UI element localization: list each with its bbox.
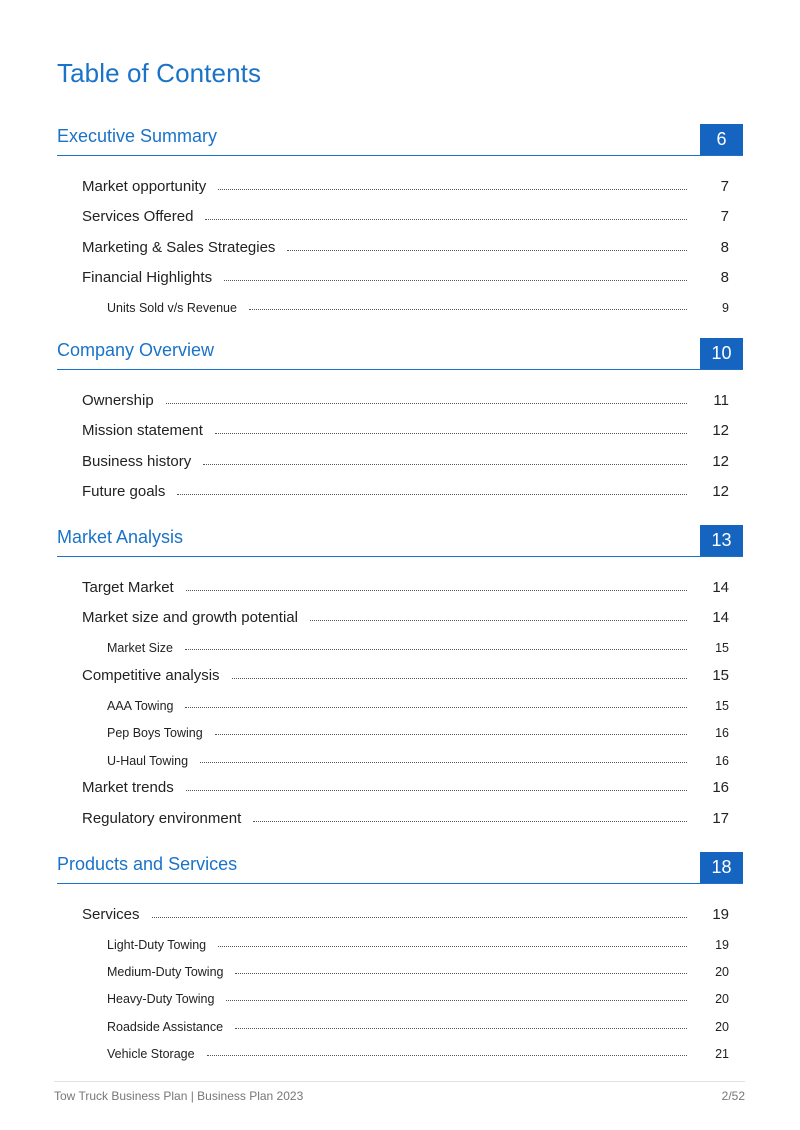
toc-entry[interactable] — [57, 570, 743, 601]
dot-leader — [185, 707, 687, 708]
toc-entry-label[interactable]: Pep Boys Towing — [107, 726, 203, 741]
toc-entry-page-number: 16 — [715, 753, 729, 768]
toc-entry-page-number: 14 — [712, 609, 729, 626]
toc-section-page-badge: 18 — [700, 852, 743, 883]
dot-leader — [249, 309, 687, 310]
dot-leader — [203, 464, 687, 465]
toc-entry-page-number: 7 — [720, 177, 729, 195]
toc-entry[interactable] — [57, 169, 743, 200]
toc-subentry[interactable] — [57, 743, 743, 770]
dot-leader — [215, 433, 687, 434]
toc-entry[interactable] — [57, 414, 743, 445]
toc-entry-page-number: 8 — [720, 269, 729, 286]
toc-entry-label[interactable]: Units Sold v/s Revenue — [107, 301, 237, 316]
toc-entry-label[interactable]: Services Offered — [82, 208, 194, 225]
toc-entry-page-number: 11 — [713, 391, 729, 409]
toc-subentry[interactable] — [57, 291, 743, 318]
toc-entry-label[interactable]: Target Market — [82, 578, 174, 596]
toc-entry-label[interactable]: Light-Duty Towing — [107, 937, 207, 952]
toc-section-title[interactable]: Executive Summary — [57, 126, 218, 146]
toc-entry-page-number: 20 — [715, 965, 729, 980]
toc-section-header[interactable] — [57, 852, 743, 884]
toc-section — [57, 124, 743, 318]
toc-section — [57, 338, 743, 505]
toc-entry-label[interactable]: Market opportunity — [82, 177, 207, 195]
toc-entry[interactable] — [57, 801, 743, 832]
toc-entry-list — [57, 897, 743, 1064]
toc-section-header[interactable] — [57, 525, 743, 557]
toc-section-header[interactable] — [57, 124, 743, 156]
toc-subentry[interactable] — [57, 1009, 743, 1036]
dot-leader — [224, 280, 687, 281]
toc-entry-label[interactable]: Market size and growth potential — [82, 609, 298, 626]
toc-entry-page-number: 9 — [722, 301, 729, 316]
toc-entry-page-number: 15 — [712, 666, 729, 684]
toc-entry-page-number: 19 — [712, 905, 729, 923]
toc-entry[interactable] — [57, 200, 743, 231]
dot-leader — [226, 1000, 687, 1001]
dot-leader — [235, 1028, 687, 1029]
toc-subentry[interactable] — [57, 982, 743, 1009]
toc-section-title[interactable]: Market Analysis — [57, 527, 184, 547]
toc-entry-page-number: 15 — [715, 699, 729, 714]
toc-entry-label[interactable]: Services — [82, 905, 140, 923]
toc-entry-list — [57, 169, 743, 318]
toc-entry-label[interactable]: Marketing & Sales Strategies — [82, 238, 276, 256]
toc-entry-page-number: 12 — [712, 422, 729, 439]
toc-subentry[interactable] — [57, 716, 743, 743]
toc-entry-page-number: 16 — [715, 726, 729, 741]
toc-entry[interactable] — [57, 475, 743, 506]
toc-entry[interactable] — [57, 658, 743, 689]
footer-page-number: 2/52 — [721, 1089, 745, 1103]
dot-leader — [215, 734, 687, 735]
toc-entry-page-number: 20 — [715, 1019, 729, 1034]
toc-entry-page-number: 14 — [712, 578, 729, 596]
toc-entry-page-number: 12 — [712, 452, 729, 470]
toc-entry-page-number: 8 — [720, 238, 729, 256]
toc-entry-label[interactable]: Roadside Assistance — [107, 1019, 224, 1034]
toc-entry-page-number: 7 — [720, 208, 729, 225]
dot-leader — [235, 973, 687, 974]
toc-entry-label[interactable]: Business history — [82, 452, 192, 470]
dot-leader — [177, 494, 687, 495]
toc-entry[interactable] — [57, 444, 743, 475]
toc-subentry[interactable] — [57, 1037, 743, 1064]
toc-entry-page-number: 16 — [712, 779, 729, 797]
dot-leader — [186, 790, 687, 791]
toc-entry-list — [57, 383, 743, 505]
toc-section-title[interactable]: Products and Services — [57, 854, 238, 874]
toc-entry-label[interactable]: Heavy-Duty Towing — [107, 992, 215, 1007]
toc-section-page-badge: 6 — [700, 124, 743, 155]
toc-entry-label[interactable]: AAA Towing — [107, 699, 174, 714]
toc-entry-page-number: 17 — [712, 809, 729, 827]
toc-subentry[interactable] — [57, 631, 743, 658]
toc-section — [57, 852, 743, 1064]
toc-entry-label[interactable]: U-Haul Towing — [107, 753, 189, 768]
toc-entry-page-number: 20 — [715, 992, 729, 1007]
toc-section — [57, 525, 743, 832]
dot-leader — [218, 946, 687, 947]
dot-leader — [205, 219, 687, 220]
dot-leader — [310, 620, 687, 621]
toc-entry-page-number: 19 — [715, 937, 729, 952]
toc-entry-label[interactable]: Medium-Duty Towing — [107, 965, 224, 980]
toc-section-page-badge: 10 — [700, 338, 743, 369]
dot-leader — [186, 590, 687, 591]
dot-leader — [207, 1055, 687, 1056]
toc-section-header[interactable] — [57, 338, 743, 370]
toc-entry[interactable] — [57, 261, 743, 292]
toc-entry-label[interactable]: Ownership — [82, 391, 154, 409]
dot-leader — [232, 678, 687, 679]
dot-leader — [253, 821, 687, 822]
toc-entry-label[interactable]: Market trends — [82, 779, 174, 797]
toc-subentry[interactable] — [57, 955, 743, 982]
page-footer — [54, 1081, 745, 1103]
toc-entry-label[interactable]: Mission statement — [82, 422, 203, 439]
toc-entry-label[interactable]: Financial Highlights — [82, 269, 213, 286]
toc-entry-page-number: 12 — [712, 483, 729, 500]
dot-leader — [166, 403, 687, 404]
dot-leader — [200, 762, 687, 763]
footer-document-title: Tow Truck Business Plan | Business Plan 2023 — [54, 1089, 304, 1103]
page-title: Table of Contents — [57, 58, 262, 88]
dot-leader — [287, 250, 687, 251]
toc-entry-list — [57, 570, 743, 832]
dot-leader — [218, 189, 687, 190]
toc-entry-label[interactable]: Future goals — [82, 483, 166, 500]
dot-leader — [152, 917, 687, 918]
toc-section-page-badge: 13 — [700, 525, 743, 556]
toc-entry[interactable] — [57, 897, 743, 928]
toc-entry-label[interactable]: Competitive analysis — [82, 666, 220, 684]
toc-subentry[interactable] — [57, 928, 743, 955]
toc-entry[interactable] — [57, 230, 743, 261]
toc-entry[interactable] — [57, 383, 743, 414]
toc-entry-page-number: 21 — [715, 1046, 729, 1061]
toc-entry[interactable] — [57, 771, 743, 802]
toc-section-title[interactable]: Company Overview — [57, 340, 215, 360]
dot-leader — [185, 649, 687, 650]
toc-entry-label[interactable]: Regulatory environment — [82, 809, 242, 827]
toc-entry-page-number: 15 — [715, 641, 729, 656]
toc-entry[interactable] — [57, 601, 743, 632]
toc-subentry[interactable] — [57, 689, 743, 716]
toc-entry-label[interactable]: Vehicle Storage — [107, 1046, 195, 1061]
toc-entry-label[interactable]: Market Size — [107, 641, 173, 656]
